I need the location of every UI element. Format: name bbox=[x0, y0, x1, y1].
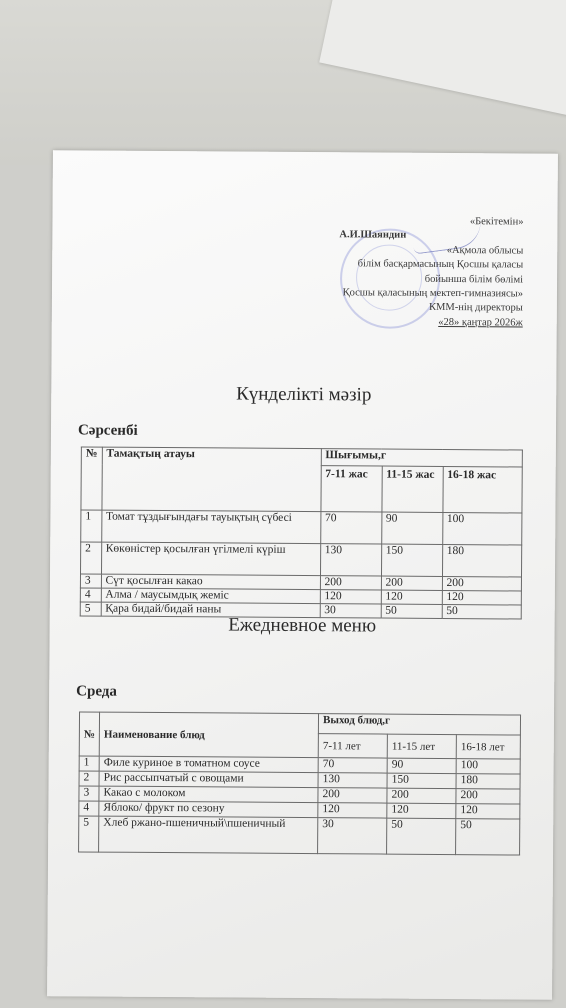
row-value: 130 bbox=[318, 773, 387, 788]
row-value: 120 bbox=[387, 803, 456, 818]
row-dish: Какао с молоком bbox=[99, 786, 318, 803]
director-name: А.И.Шаяндин bbox=[339, 229, 407, 242]
row-value: 200 bbox=[320, 576, 381, 590]
row-num: 1 bbox=[79, 756, 99, 771]
approval-line: КММ-нің директоры bbox=[429, 302, 523, 314]
row-num: 2 bbox=[79, 771, 99, 786]
row-value: 200 bbox=[387, 788, 456, 803]
row-value: 200 bbox=[442, 576, 522, 591]
row-value: 120 bbox=[381, 590, 442, 604]
kazakh-title: Күнделікті мәзір bbox=[236, 383, 372, 406]
row-dish: Қара бидай/бидай наны bbox=[101, 602, 320, 618]
approval-block bbox=[283, 214, 524, 331]
row-value: 30 bbox=[318, 818, 387, 854]
row-value: 100 bbox=[456, 759, 520, 774]
row-num: 3 bbox=[80, 574, 101, 588]
row-dish: Көкөністер қосылған үгілмелі күріш bbox=[101, 542, 320, 576]
header-age: 16-18 жас bbox=[443, 466, 523, 513]
approval-line: Қосшы қаласының мектеп-гимназиясы» bbox=[342, 287, 524, 300]
row-value: 70 bbox=[318, 758, 387, 773]
row-value: 200 bbox=[381, 576, 442, 590]
row-dish: Томат тұздығындағы тауықтың сүбесі bbox=[101, 510, 320, 544]
row-value: 180 bbox=[456, 774, 520, 789]
row-dish: Филе куриное в томатном соусе bbox=[99, 756, 318, 773]
row-value: 150 bbox=[387, 773, 456, 788]
row-dish: Сүт қосылған какао bbox=[101, 574, 320, 590]
row-num: 1 bbox=[81, 510, 102, 542]
row-value: 200 bbox=[318, 788, 387, 803]
row-num: 3 bbox=[79, 786, 99, 801]
row-value: 120 bbox=[442, 590, 522, 605]
row-value: 120 bbox=[456, 804, 520, 819]
row-value: 90 bbox=[381, 512, 442, 544]
row-value: 180 bbox=[442, 544, 522, 577]
approval-line: «Ақмола облысы bbox=[446, 244, 524, 257]
header-dish-name: Наименование блюд bbox=[99, 712, 318, 758]
row-value: 150 bbox=[381, 544, 442, 576]
row-value: 50 bbox=[456, 819, 520, 855]
header-age: 11-15 лет bbox=[387, 734, 456, 758]
table-row bbox=[79, 816, 520, 855]
header-output: Выход блюд,г bbox=[318, 714, 520, 735]
russian-title: Ежедневное меню bbox=[228, 614, 377, 637]
row-value: 120 bbox=[318, 803, 387, 818]
approval-line: білім басқармасының Қосшы қаласы bbox=[357, 258, 524, 271]
row-dish: Рис рассыпчатый с овощами bbox=[99, 771, 318, 788]
row-dish: Алма / маусымдық жеміс bbox=[101, 588, 320, 604]
row-value: 130 bbox=[320, 544, 381, 576]
row-value: 200 bbox=[456, 789, 520, 804]
table-row bbox=[81, 542, 522, 577]
header-num: № bbox=[79, 712, 99, 756]
header-dish-name: Тамақтың атауы bbox=[102, 447, 321, 512]
row-value: 50 bbox=[381, 604, 442, 618]
row-num: 2 bbox=[81, 542, 102, 574]
header-age: 11-15 жас bbox=[382, 466, 443, 512]
row-dish: Яблоко/ фрукт по сезону bbox=[99, 801, 318, 818]
row-value: 50 bbox=[387, 818, 456, 854]
row-value: 90 bbox=[387, 758, 456, 773]
row-num: 5 bbox=[80, 602, 101, 616]
row-num: 4 bbox=[79, 801, 99, 816]
approval-heading: «Бекітемін» bbox=[469, 216, 524, 228]
header-output: Шығымы,г bbox=[321, 449, 523, 467]
russian-menu-table bbox=[78, 711, 521, 855]
row-value: 30 bbox=[320, 604, 381, 618]
header-num: № bbox=[81, 447, 102, 510]
approval-date: «28» қаңтар 2026ж bbox=[438, 316, 523, 329]
row-value: 100 bbox=[442, 512, 522, 545]
russian-day: Среда bbox=[76, 683, 117, 700]
kazakh-day: Сәрсенбі bbox=[77, 422, 138, 439]
header-age: 7-11 лет bbox=[318, 734, 387, 758]
row-dish: Хлеб ржано-пшеничный\пшеничный bbox=[99, 816, 318, 854]
menu-document bbox=[47, 150, 558, 1000]
header-age: 16-18 лет bbox=[456, 735, 520, 759]
row-value: 70 bbox=[320, 512, 381, 544]
approval-line: бойынша білім бөлімі bbox=[424, 273, 524, 286]
row-num: 4 bbox=[80, 588, 101, 602]
kazakh-menu-table bbox=[80, 446, 523, 619]
table-row bbox=[81, 510, 522, 545]
row-value: 120 bbox=[320, 590, 381, 604]
row-value: 50 bbox=[442, 604, 522, 619]
row-num: 5 bbox=[79, 816, 99, 852]
header-age: 7-11 жас bbox=[321, 466, 382, 512]
